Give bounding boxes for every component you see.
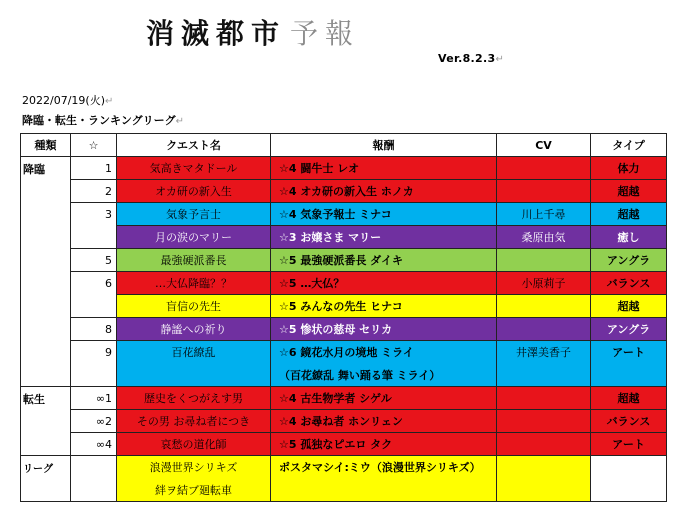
cv-cell: [497, 387, 591, 410]
table-row: [21, 249, 667, 272]
reward-cell: ☆5 …大仏？: [271, 272, 497, 295]
cv-cell: [497, 410, 591, 433]
star-cell: [71, 226, 117, 249]
type-cell: [591, 364, 667, 387]
star-cell: ∞4: [71, 433, 117, 456]
star-cell: ∞2: [71, 410, 117, 433]
return-mark-icon: ↵: [175, 116, 185, 127]
type-cell: アングラ: [591, 249, 667, 272]
type-cell: 癒し: [591, 226, 667, 249]
quest-cell: 歴史をくつがえす男: [117, 387, 271, 410]
cv-cell: [497, 249, 591, 272]
cv-cell: 小原莉子: [497, 272, 591, 295]
reward-cell: ポスタマシイ:ミウ（浪漫世界シリキズ）: [271, 456, 497, 479]
cv-cell: [497, 456, 591, 479]
table-row: [21, 410, 667, 433]
reward-cell: ☆6 鏡花水月の境地 ミライ: [271, 341, 497, 364]
section-title: [22, 112, 184, 128]
page-title: [146, 12, 360, 52]
cv-cell: 桑原由気: [497, 226, 591, 249]
table-row: [21, 318, 667, 341]
table-row: [21, 387, 667, 410]
star-cell: [71, 364, 117, 387]
reward-cell: ☆4 古生物学者 シゲル: [271, 387, 497, 410]
group-label-tensei: 転生: [21, 387, 71, 456]
reward-cell: [271, 479, 497, 502]
table-row: [21, 203, 667, 226]
reward-cell: ☆5 惨状の慈母 セリカ: [271, 318, 497, 341]
quest-cell: 月の涙のマリー: [117, 226, 271, 249]
reward-cell: ☆5 みんなの先生 ヒナコ: [271, 295, 497, 318]
quest-cell: 最強硬派番長: [117, 249, 271, 272]
quest-cell: 静謐への祈り: [117, 318, 271, 341]
star-cell: [71, 295, 117, 318]
cv-cell: [497, 157, 591, 180]
cv-cell: [497, 318, 591, 341]
quest-cell: 絆ヲ結ブ廻転車: [117, 479, 271, 502]
schedule-table: [20, 133, 667, 502]
table-row: [21, 157, 667, 180]
quest-cell: 気高きマタドール: [117, 157, 271, 180]
quest-cell: 哀愁の道化師: [117, 433, 271, 456]
table-row: [21, 479, 667, 502]
cv-cell: 井澤美香子: [497, 341, 591, 364]
quest-cell: 百花繚乱: [117, 341, 271, 364]
star-cell: ∞1: [71, 387, 117, 410]
column-header-star: ☆: [71, 134, 117, 157]
section-title-text: 降臨・転生・ランキングリーグ: [22, 114, 176, 127]
table-row: [21, 226, 667, 249]
column-header-kind: 種類: [21, 134, 71, 157]
reward-cell: ☆4 闘牛士 レオ: [271, 157, 497, 180]
reward-cell: ☆5 最強硬派番長 ダイキ: [271, 249, 497, 272]
star-cell: 8: [71, 318, 117, 341]
column-header-quest: クエスト名: [117, 134, 271, 157]
type-cell: 超越: [591, 203, 667, 226]
type-cell: 超越: [591, 180, 667, 203]
table-row: [21, 364, 667, 387]
star-cell: 5: [71, 249, 117, 272]
return-mark-icon: ↵: [495, 54, 505, 65]
version-text: Ver.8.2.3: [438, 52, 496, 65]
type-cell: 超越: [591, 387, 667, 410]
type-cell: [591, 456, 667, 479]
table-row: [21, 433, 667, 456]
column-header-cv: CV: [497, 134, 591, 157]
star-cell: 3: [71, 203, 117, 226]
star-cell: 6: [71, 272, 117, 295]
reward-cell: ☆3 お嬢さま マリー: [271, 226, 497, 249]
title-sub: 予報: [290, 17, 361, 50]
reward-cell: ☆5 孤独なピエロ タク: [271, 433, 497, 456]
quest-cell: その男 お尋ね者につき: [117, 410, 271, 433]
type-cell: 体力: [591, 157, 667, 180]
quest-cell: [117, 364, 271, 387]
date-label: [22, 92, 113, 108]
quest-cell: オカ研の新入生: [117, 180, 271, 203]
quest-cell: …大仏降臨？？: [117, 272, 271, 295]
table-header-row: [21, 134, 667, 157]
type-cell: [591, 479, 667, 502]
type-cell: アート: [591, 433, 667, 456]
table-row: [21, 180, 667, 203]
return-mark-icon: ↵: [104, 96, 114, 107]
star-cell: [71, 479, 117, 502]
reward-cell: （百花繚乱 舞い踊る筆 ミライ）: [271, 364, 497, 387]
table-row: [21, 295, 667, 318]
group-label-korin: 降臨: [21, 157, 71, 387]
star-cell: 1: [71, 157, 117, 180]
reward-cell: ☆4 気象予報士 ミナコ: [271, 203, 497, 226]
cv-cell: [497, 433, 591, 456]
star-cell: 9: [71, 341, 117, 364]
cv-cell: [497, 479, 591, 502]
quest-cell: 浪漫世界シリキズ: [117, 456, 271, 479]
group-label-league: リーグ: [21, 456, 71, 502]
table-row: [21, 456, 667, 479]
quest-cell: 気象予言士: [117, 203, 271, 226]
type-cell: アングラ: [591, 318, 667, 341]
star-cell: [71, 456, 117, 479]
cv-cell: [497, 295, 591, 318]
table-row: [21, 272, 667, 295]
table-row: [21, 341, 667, 364]
date-text: 2022/07/19(火): [22, 94, 105, 107]
version-label: [438, 52, 504, 65]
reward-cell: ☆4 お尋ね者 ホンリェン: [271, 410, 497, 433]
column-header-type: タイプ: [591, 134, 667, 157]
quest-cell: 盲信の先生: [117, 295, 271, 318]
reward-cell: ☆4 オカ研の新入生 ホノカ: [271, 180, 497, 203]
cv-cell: 川上千尋: [497, 203, 591, 226]
type-cell: 超越: [591, 295, 667, 318]
column-header-reward: 報酬: [271, 134, 497, 157]
cv-cell: [497, 180, 591, 203]
type-cell: バランス: [591, 410, 667, 433]
star-cell: 2: [71, 180, 117, 203]
type-cell: アート: [591, 341, 667, 364]
cv-cell: [497, 364, 591, 387]
title-main: 消滅都市: [146, 17, 287, 50]
type-cell: バランス: [591, 272, 667, 295]
